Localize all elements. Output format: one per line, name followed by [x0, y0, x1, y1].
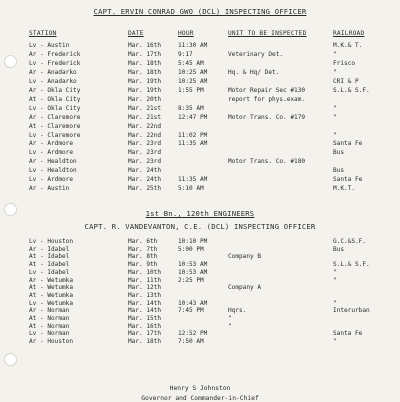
cell-date: Mar. 22nd: [128, 122, 162, 130]
cell-date: Mar. 10th: [128, 268, 162, 276]
section2-title-unit-text: 1st Bn., 120th ENGINEERS: [145, 209, 255, 218]
table-row: [0, 87, 400, 95]
cell-date: Mar. 16th: [128, 42, 162, 49]
cell-hour: 2:25 PM: [178, 276, 204, 284]
header-hour: HOUR: [178, 30, 194, 37]
header-unit: UNIT TO BE INSPECTED: [228, 30, 307, 37]
table-row: [0, 51, 400, 59]
cell-date: Mar. 19th: [128, 86, 162, 94]
table-row: [0, 60, 400, 68]
cell-date: Mar. 23rd: [128, 140, 162, 148]
cell-station: Ar - Ardmore: [29, 140, 74, 148]
cell-hour: 1:55 PM: [178, 86, 204, 94]
table-row: [0, 158, 400, 166]
cell-hour: 11:35 AM: [178, 176, 208, 184]
table-row: [0, 149, 400, 157]
cell-unit: ": [228, 322, 232, 330]
cell-station: Lv - Anadarko: [29, 77, 77, 85]
cell-date: Mar. 17th: [128, 330, 162, 338]
cell-station: Lv - Healdton: [29, 167, 77, 175]
header-railroad: RAILROAD: [333, 30, 365, 37]
cell-unit: report for phys.exam.: [228, 95, 306, 103]
cell-station: Lv - Wetumka: [29, 299, 74, 307]
cell-station: Lv - Austin: [29, 42, 70, 49]
cell-date: Mar. 7th: [128, 245, 158, 253]
cell-unit: Company A: [228, 284, 262, 292]
table-row: [0, 114, 400, 122]
header-station: STATION: [29, 30, 57, 37]
cell-railroad: Interurban: [333, 307, 370, 315]
cell-unit: Motor Trans. Co. #179: [228, 113, 306, 121]
cell-station: Lv - Frederick: [29, 59, 81, 67]
cell-unit: Company B: [228, 253, 262, 261]
table-row: [0, 140, 400, 148]
cell-railroad: G.C.&S.F.: [333, 238, 367, 245]
cell-station: At - Norman: [29, 322, 70, 330]
cell-unit: Veterinary Det.: [228, 50, 284, 58]
cell-railroad: Santa Fe: [333, 176, 363, 184]
cell-station: Ar - Norman: [29, 307, 70, 315]
table-row: [0, 96, 400, 104]
cell-hour: 10:25 AM: [178, 77, 208, 85]
cell-station: Ar - Austin: [29, 185, 70, 193]
cell-railroad: ": [333, 68, 337, 76]
cell-date: Mar. 19th: [128, 77, 162, 85]
cell-hour: 10:43 AM: [178, 299, 208, 307]
cell-railroad: M.K.T.: [333, 185, 356, 193]
cell-station: Lv - Ardmore: [29, 176, 74, 184]
cell-hour: 10:53 AM: [178, 268, 208, 276]
table-row: [0, 123, 400, 131]
cell-station: Lv - Ardmore: [29, 149, 74, 157]
cell-hour: 12:52 PM: [178, 330, 208, 338]
cell-station: Lv - Norman: [29, 330, 70, 338]
cell-station: At - Wetumka: [29, 291, 74, 299]
cell-hour: 5:10 AM: [178, 185, 204, 193]
cell-station: Ar - Wetumka: [29, 276, 74, 284]
table-row: [0, 78, 400, 86]
cell-date: Mar. 21st: [128, 104, 162, 112]
cell-date: Mar. 11th: [128, 276, 162, 284]
signature-title: Governor and Commander-in-Chief: [141, 395, 259, 402]
table-row: [0, 105, 400, 113]
cell-unit: Motor Trans. Co. #180: [228, 158, 306, 166]
cell-date: Mar. 12th: [128, 284, 162, 292]
cell-date: Mar. 23rd: [128, 149, 162, 157]
cell-railroad: ": [333, 50, 337, 58]
cell-date: Mar. 23rd: [128, 158, 162, 166]
cell-date: Mar. 18th: [128, 68, 162, 76]
cell-railroad: M.K.& T.: [333, 42, 363, 49]
table-row: [0, 167, 400, 175]
table-row: [0, 132, 400, 140]
cell-hour: 5:00 PM: [178, 245, 204, 253]
cell-date: Mar. 15th: [128, 315, 162, 322]
cell-station: Ar - Houston: [29, 338, 74, 346]
cell-hour: 5:45 AM: [178, 59, 204, 67]
cell-station: Ar - Frederick: [29, 50, 81, 58]
cell-hour: 9:17: [178, 50, 193, 58]
table-row: [0, 42, 400, 50]
cell-railroad: Bus: [333, 245, 345, 253]
cell-date: Mar. 18th: [128, 338, 162, 346]
section1-title: CAPT. ERVIN CONRAD GWO (DCL) INSPECTING OFFICER: [93, 7, 307, 16]
cell-railroad: ": [333, 338, 337, 346]
cell-date: Mar. 13th: [128, 291, 162, 299]
cell-station: Ar - Okla City: [29, 86, 81, 94]
cell-hour: 8:35 AM: [178, 104, 204, 112]
cell-station: Ar - Healdton: [29, 158, 77, 166]
cell-hour: 10:10 PM: [178, 238, 208, 245]
punch-hole-icon: [4, 353, 17, 366]
section2-title-officer: CAPT. R. VANDEVANTON, C.E. (DCL) INSPECTING OFFICER: [84, 222, 316, 231]
table-row: [0, 69, 400, 77]
cell-railroad: ": [333, 113, 337, 121]
cell-station: Lv - Idabel: [29, 268, 70, 276]
cell-station: Ar - Anadarko: [29, 68, 77, 76]
cell-hour: 7:50 AM: [178, 338, 204, 346]
cell-railroad: S.L.& S.F.: [333, 86, 370, 94]
cell-station: At - Wetumka: [29, 284, 74, 292]
table-row: [0, 338, 400, 346]
cell-railroad: Frisco: [333, 59, 356, 67]
cell-hour: 11:30 AM: [178, 42, 208, 49]
cell-unit: Hq. & Hq/ Det.: [228, 68, 280, 76]
cell-unit: ": [228, 315, 232, 322]
cell-station: Lv - Okla City: [29, 104, 81, 112]
section2-title-unit: [0, 209, 400, 218]
cell-unit: Hqrs.: [228, 307, 247, 315]
cell-date: Mar. 24th: [128, 176, 162, 184]
cell-railroad: S.L.& S.F.: [333, 261, 370, 269]
cell-railroad: Santa Fe: [333, 330, 363, 338]
cell-date: Mar. 21st: [128, 113, 162, 121]
cell-date: Mar. 9th: [128, 261, 158, 269]
cell-hour: 7:45 PM: [178, 307, 204, 315]
cell-station: At - Idabel: [29, 261, 70, 269]
cell-hour: 12:47 PM: [178, 113, 208, 121]
cell-railroad: Santa Fe: [333, 140, 363, 148]
cell-hour: 10:53 AM: [178, 261, 208, 269]
cell-station: Lv - Houston: [29, 238, 74, 245]
cell-date: Mar. 6th: [128, 238, 158, 245]
cell-railroad: ": [333, 268, 337, 276]
cell-hour: 10:25 AM: [178, 68, 208, 76]
cell-date: Mar. 16th: [128, 322, 162, 330]
cell-railroad: ": [333, 131, 337, 139]
cell-station: At - Claremore: [29, 122, 81, 130]
cell-railroad: CRI & P: [333, 77, 359, 85]
cell-station: Lv - Claremore: [29, 131, 81, 139]
cell-railroad: ": [333, 104, 337, 112]
cell-unit: Motor Repair Sec #130: [228, 86, 306, 94]
cell-hour: 11:35 AM: [178, 140, 208, 148]
signature-name: Henry S Johnston: [169, 385, 231, 392]
cell-date: Mar. 25th: [128, 185, 162, 193]
cell-date: Mar. 24th: [128, 167, 162, 175]
cell-railroad: ": [333, 276, 337, 284]
cell-station: At - Idabel: [29, 253, 70, 261]
cell-station: Ar - Claremore: [29, 113, 81, 121]
cell-hour: 11:02 PM: [178, 131, 208, 139]
table-row: [0, 176, 400, 184]
cell-railroad: Bus: [333, 167, 345, 175]
header-date: DATE: [128, 30, 144, 37]
cell-station: At - Norman: [29, 315, 70, 322]
cell-date: Mar. 20th: [128, 95, 162, 103]
cell-railroad: Bus: [333, 149, 345, 157]
cell-date: Mar. 18th: [128, 59, 162, 67]
table-row: [0, 185, 400, 193]
cell-date: Mar. 14th: [128, 307, 162, 315]
cell-date: Mar. 8th: [128, 253, 158, 261]
cell-date: Mar. 22nd: [128, 131, 162, 139]
cell-station: Ar - Idabel: [29, 245, 70, 253]
cell-railroad: ": [333, 299, 337, 307]
cell-date: Mar. 14th: [128, 299, 162, 307]
cell-station: At - Okla City: [29, 95, 81, 103]
cell-date: Mar. 17th: [128, 50, 162, 58]
